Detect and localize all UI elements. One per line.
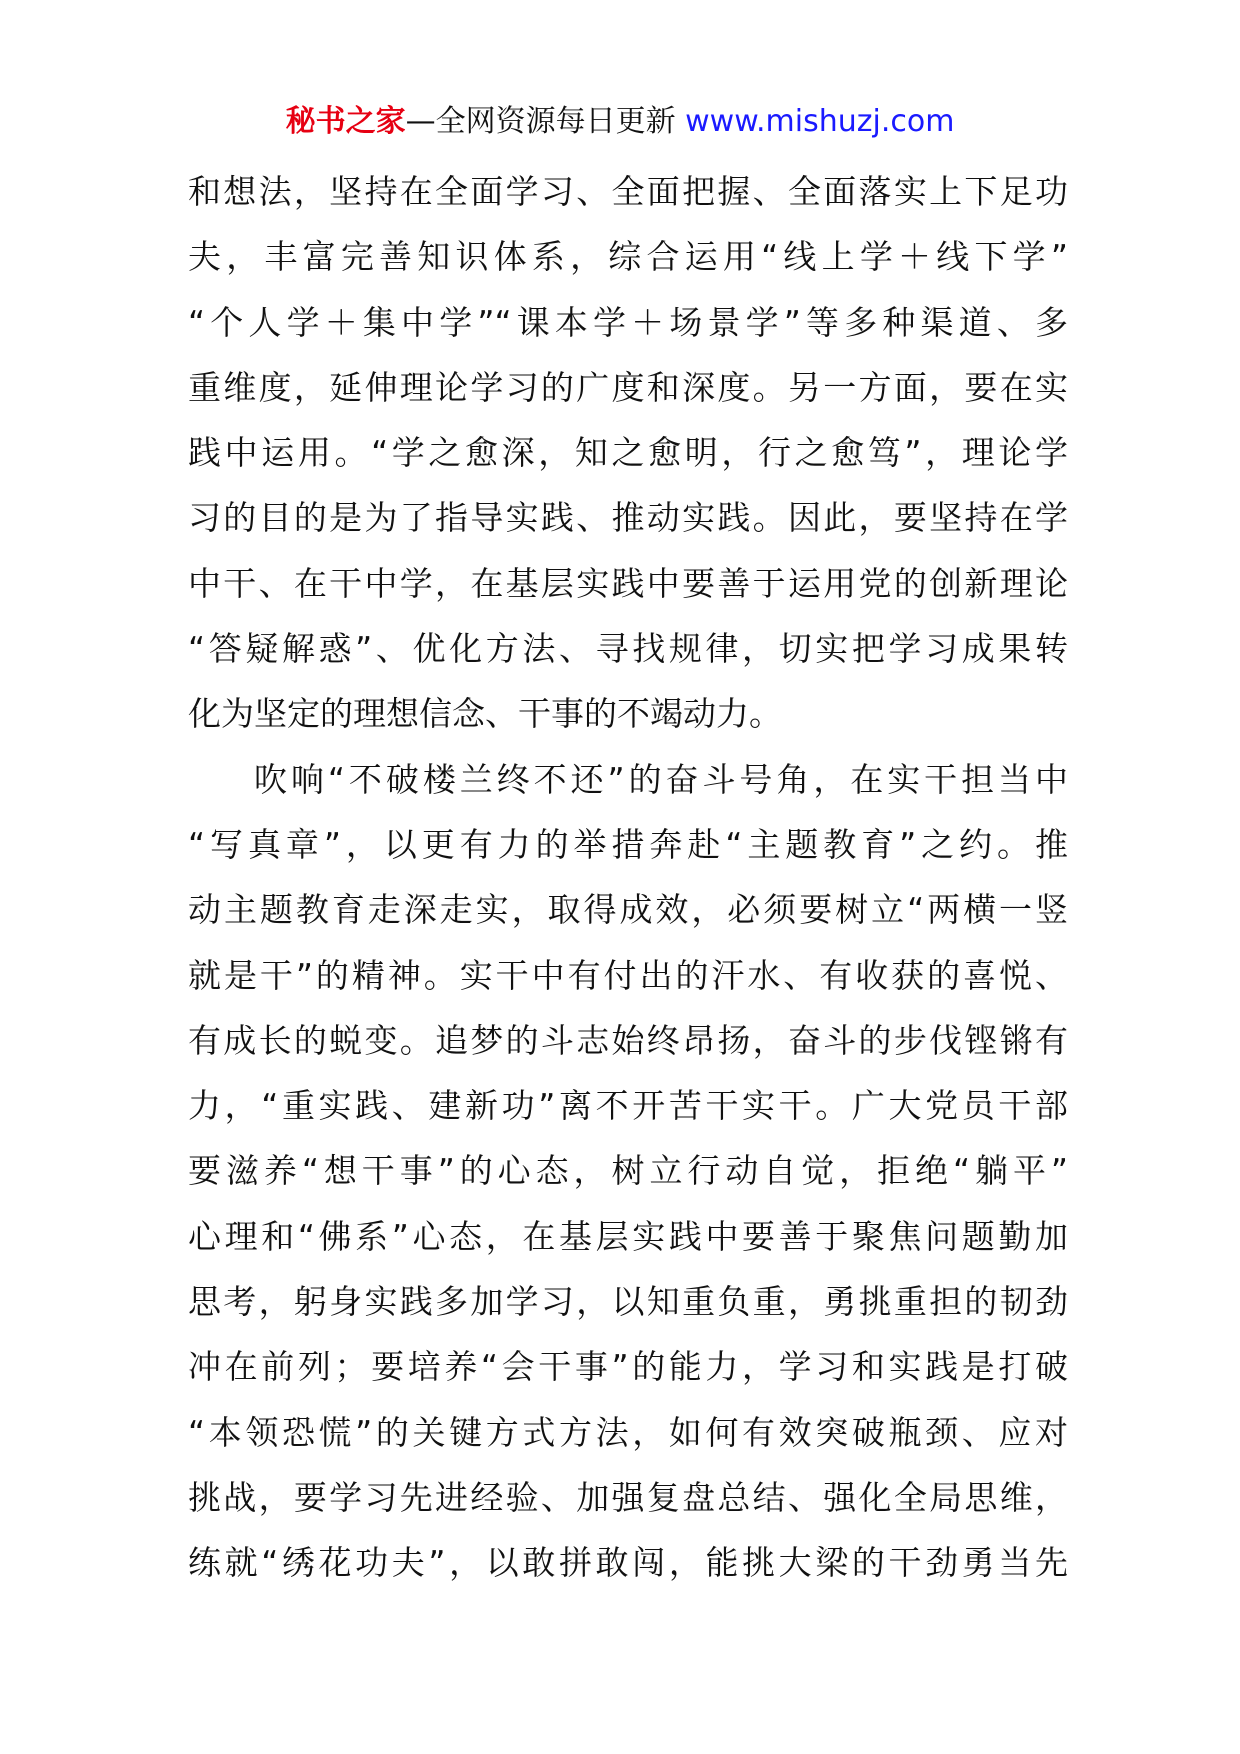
text-line: 重维度，延伸理论学习的广度和深度。另一方面，要在实 — [188, 367, 1068, 407]
text-line: “答疑解惑”、优化方法、寻找规律，切实把学习成果转 — [188, 629, 1068, 669]
text-line: 化为坚定的理想信念、干事的不竭动力。 — [188, 694, 782, 734]
header-slogan: —全网资源每日更新 — [405, 104, 686, 139]
text-line: 吹响“不破楼兰终不还”的奋斗号角，在实干担当中 — [254, 759, 1068, 799]
text-line: 就是干”的精神。实干中有付出的汗水、有收获的喜悦、 — [188, 955, 1068, 995]
text-line: 要滋养“想干事”的心态，树立行动自觉，拒绝“躺平” — [188, 1151, 1068, 1191]
brand-name: 秘书之家 — [285, 104, 406, 139]
text-line: 和想法，坚持在全面学习、全面把握、全面落实上下足功 — [188, 172, 1068, 211]
text-line: “本领恐慌”的关键方式方法，如何有效突破瓶颈、应对 — [188, 1412, 1068, 1452]
paragraph-2 — [188, 747, 1068, 1596]
text-line: 中干、在干中学，在基层实践中要善于运用党的创新理论 — [188, 563, 1068, 603]
text-line: 练就“绣花功夫”，以敢拼敢闯，能挑大梁的干劲勇当先 — [188, 1543, 1068, 1583]
page-header — [0, 102, 1240, 142]
text-line: 夫，丰富完善知识体系，综合运用“线上学＋线下学” — [188, 237, 1068, 277]
text-line: “个人学＋集中学”“课本学＋场景学”等多种渠道、多 — [188, 302, 1068, 342]
text-line: “写真章”，以更有力的举措奔赴“主题教育”之约。推 — [188, 824, 1068, 864]
text-line: 力，“重实践、建新功”离不开苦干实干。广大党员干部 — [188, 1086, 1068, 1126]
text-line: 思考，躬身实践多加学习，以知重负重，勇挑重担的韧劲 — [188, 1282, 1068, 1322]
text-line: 心理和“佛系”心态，在基层实践中要善于聚焦问题勤加 — [188, 1216, 1068, 1256]
text-line: 习的目的是为了指导实践、推动实践。因此，要坚持在学 — [188, 498, 1068, 538]
text-line: 挑战，要学习先进经验、加强复盘总结、强化全局思维， — [188, 1477, 1068, 1517]
text-line: 动主题教育走深走实，取得成效，必须要树立“两横一竖 — [188, 890, 1068, 930]
document-body — [188, 159, 1068, 1596]
text-line: 有成长的蜕变。追梦的斗志始终昂扬，奋斗的步伐铿锵有 — [188, 1020, 1068, 1060]
text-line: 冲在前列；要培养“会干事”的能力，学习和实践是打破 — [188, 1347, 1068, 1387]
text-line: 践中运用。“学之愈深，知之愈明，行之愈笃”，理论学 — [188, 433, 1068, 473]
paragraph-1 — [188, 159, 1068, 747]
site-url-link[interactable]: www.mishuzj.com — [685, 104, 955, 139]
